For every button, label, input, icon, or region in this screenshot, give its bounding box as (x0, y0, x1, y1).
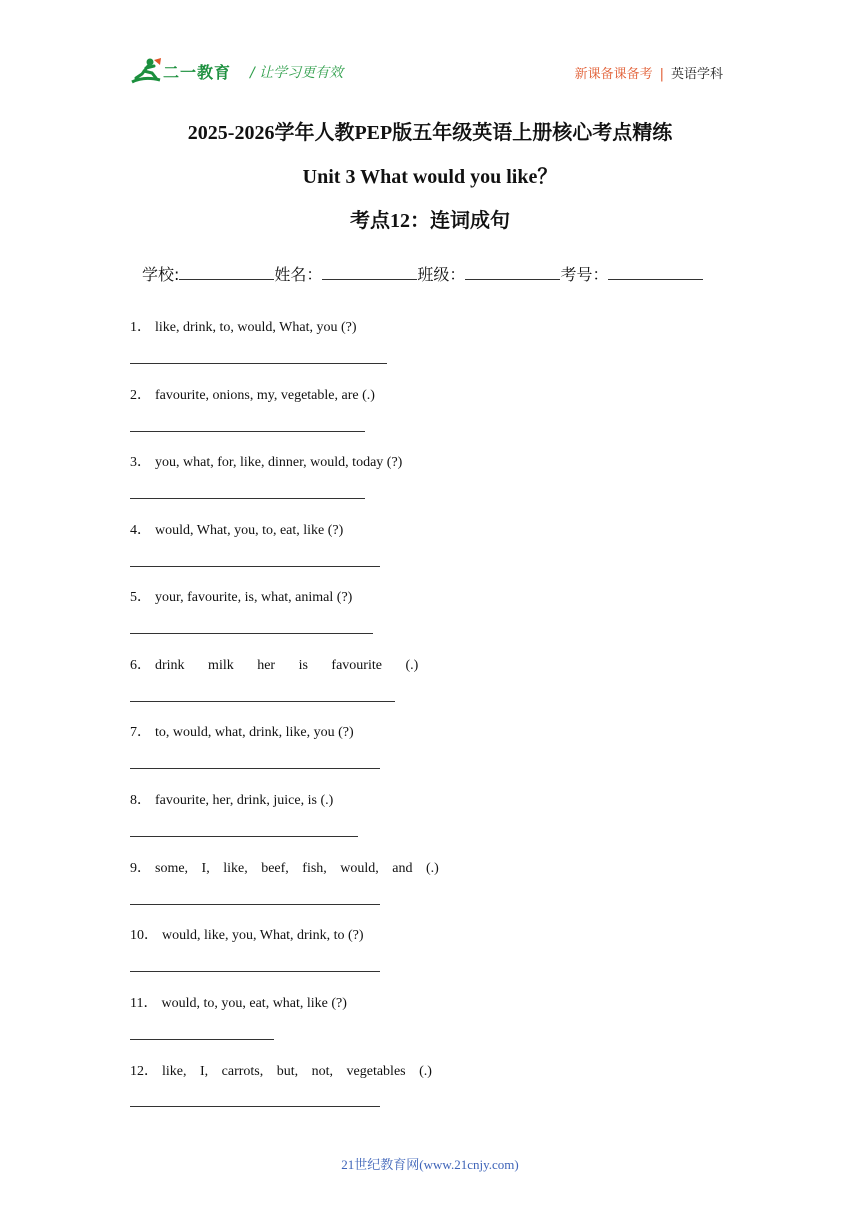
header-right (575, 63, 723, 82)
question-text: would, like, you, What, drink, to (?) (162, 928, 364, 943)
unit-title: Unit 3 What would you like？ (302, 166, 558, 188)
question-number: 9． (130, 861, 151, 876)
class-field[interactable] (465, 265, 560, 280)
question-number: 10． (130, 928, 158, 943)
question-number: 6． (130, 658, 151, 673)
question-12 (130, 1060, 432, 1080)
page-title: 2025-2026学年人教PEP版五年级英语上册核心考点精练 (187, 122, 673, 144)
answer-line-10[interactable] (130, 971, 380, 972)
number-field[interactable] (608, 265, 703, 280)
header-subject: 英语学科 (670, 67, 723, 82)
question-1 (130, 316, 357, 336)
question-number: 12． (130, 1064, 158, 1079)
answer-line-9[interactable] (130, 904, 380, 905)
question-10 (130, 924, 364, 944)
question-number: 7． (130, 725, 151, 740)
question-number: 3． (130, 455, 151, 470)
answer-line-5[interactable] (130, 633, 373, 634)
question-text: would, to, you, eat, what, like (?) (161, 996, 347, 1011)
class-label: 班级： (417, 265, 466, 284)
question-number: 8． (130, 793, 151, 808)
runner-logo-icon (130, 56, 164, 88)
question-text: your, favourite, is, what, animal (?) (155, 590, 353, 605)
answer-line-12[interactable] (130, 1106, 380, 1107)
question-11 (130, 992, 347, 1012)
school-field[interactable] (179, 265, 274, 280)
question-7 (130, 721, 354, 741)
number-label: 考号： (560, 265, 609, 284)
answer-line-11[interactable] (130, 1039, 274, 1040)
question-text: like, drink, to, would, What, you (?) (155, 320, 357, 335)
header-separator: | (659, 67, 664, 82)
question-text: favourite, onions, my, vegetable, are (.) (155, 388, 375, 403)
question-3 (130, 451, 402, 471)
page-footer[interactable]: 21世纪教育网(www.21cnjy.com) (341, 1157, 519, 1172)
school-label: 学校: (142, 265, 180, 284)
answer-line-7[interactable] (130, 768, 380, 769)
question-4 (130, 519, 343, 539)
answer-line-4[interactable] (130, 566, 380, 567)
name-label: 姓名： (274, 265, 323, 284)
answer-line-8[interactable] (130, 836, 358, 837)
answer-line-2[interactable] (130, 431, 365, 432)
logo (130, 56, 245, 88)
question-text: like, I, carrots, but, not, vegetables (.) (162, 1064, 432, 1079)
question-number: 11． (130, 996, 158, 1011)
student-info-row (142, 262, 703, 285)
slogan: / 让学习更有效 (250, 65, 344, 81)
question-6 (130, 654, 418, 674)
question-number: 1． (130, 320, 151, 335)
question-8 (130, 789, 333, 809)
answer-line-6[interactable] (130, 701, 395, 702)
page-header (0, 0, 860, 100)
question-text: drink milk her is favourite (.) (155, 658, 419, 673)
logo-text: 二一教育 (163, 65, 232, 82)
question-text: favourite, her, drink, juice, is (.) (155, 793, 334, 808)
question-text: to, would, what, drink, like, you (?) (155, 725, 354, 740)
name-field[interactable] (322, 265, 417, 280)
question-text: some, I, like, beef, fish, would, and (.) (155, 861, 439, 876)
header-tagline: 新课备课备考 (574, 67, 653, 82)
question-5 (130, 586, 352, 606)
question-2 (130, 384, 375, 404)
question-number: 5． (130, 590, 151, 605)
topic-title: 考点12：连词成句 (350, 210, 510, 232)
question-number: 2． (130, 388, 151, 403)
question-9 (130, 857, 439, 877)
answer-line-1[interactable] (130, 363, 387, 364)
question-text: would, What, you, to, eat, like (?) (155, 523, 344, 538)
answer-line-3[interactable] (130, 498, 365, 499)
question-text: you, what, for, like, dinner, would, today (?) (155, 455, 403, 470)
question-number: 4． (130, 523, 151, 538)
